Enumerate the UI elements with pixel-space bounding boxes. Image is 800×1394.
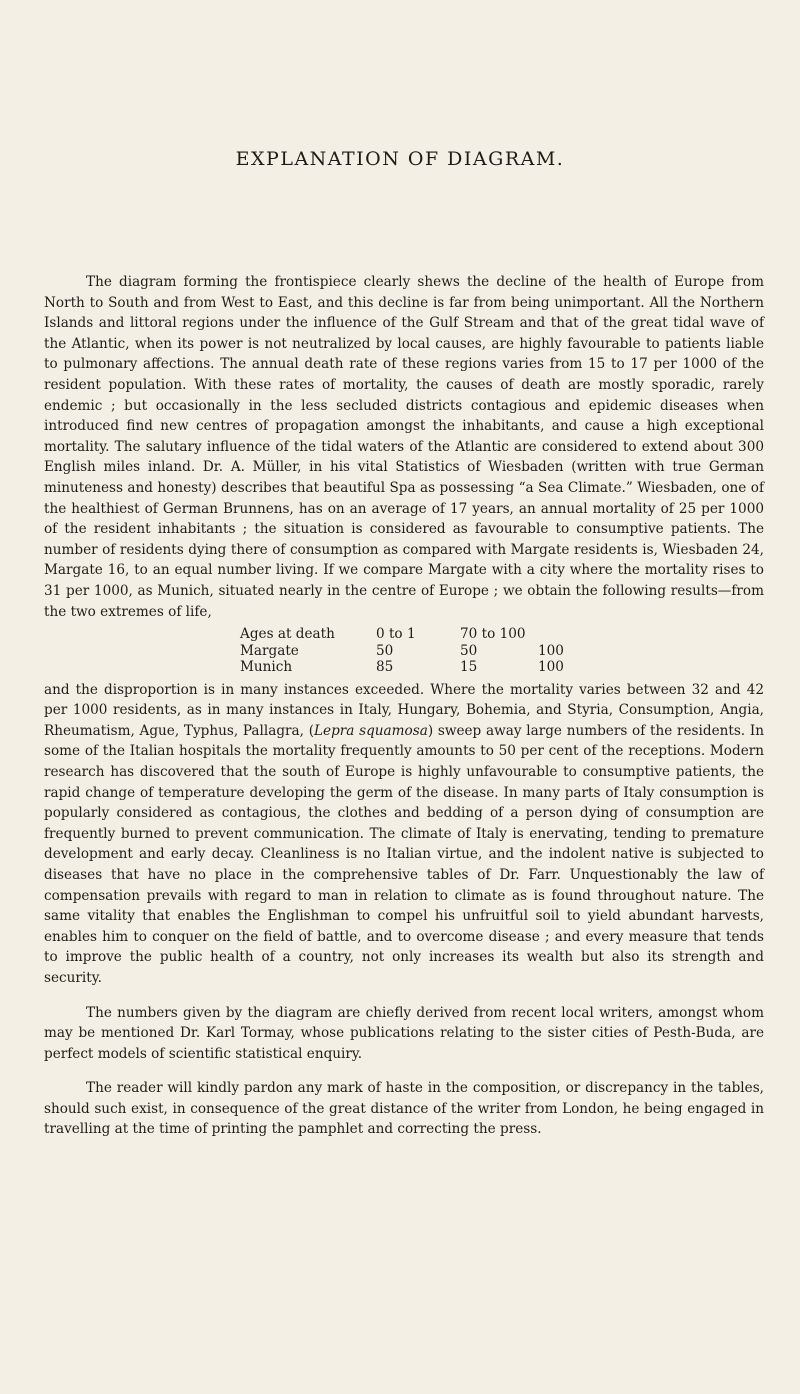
table-header-cell: 0 to 1 [376, 626, 416, 643]
table-cell: 100 [538, 659, 564, 676]
table-cell: 85 [376, 659, 394, 676]
text-run: ) sweep away large numbers of the residents. In some of the Italian hospitals the mortality frequently amounts to 50 per cent of the receptions. Modern research has discovered that the south of Europe is highly unfavourable to consumptive patients, the rapid change of temperature developing the germ of the disease. In many parts of Italy consumption is popularly considered as contagious, the clothes and bedding of a person dying of consumption are frequently burned to prevent communication. The climate of Italy is enervating, tending to premature development and early decay. Cleanliness is no Italian virtue, and the indolent native is subjected to diseases that have no place in the comprehensive tables of Dr. Farr. Unquestionably the law of compensation prevails with regard to man in relation to climate as is found throughout nature. The same vitality that enables the Englishman to compel his unfruitful soil to yield abundant harvests, enables him to conquer on the field of battle, and to overcome disease ; and every measure that tends to improve the public health of a country, not only increases its wealth but also its strength and security. [44, 722, 764, 986]
table-cell: Munich [240, 659, 293, 676]
text-run: and the disproportion is in many instances exceeded. Where the mortality varies between 32 and 42 per 1000 residents, as in many instances in Italy, Hungary, Bohemia, and Styria, Consumption, Angia, Rheumatism, Ague, Typhus, Pallagra, ( [44, 681, 764, 739]
table-row [240, 659, 598, 676]
table-header-row [240, 626, 598, 643]
page-title: EXPLANATION OF DIAGRAM. [235, 148, 565, 170]
table-cell: 50 [460, 642, 478, 659]
table-header-cell [538, 626, 598, 643]
table-cell: 15 [460, 659, 478, 676]
italic-term: Lepra squamosa [314, 722, 428, 739]
table-row [240, 643, 598, 660]
paragraph-3: The reader will kindly pardon any mark of haste in the composition, or discrepancy in the tables, should such exist, in consequence of the great distance of the writer from London, he being engaged in travelling at the time of printing the pamphlet and correcting the press. [44, 1080, 764, 1138]
table-header-cell: 70 to 100 [460, 626, 526, 643]
mortality-table [240, 626, 598, 676]
table-cell: Margate [240, 642, 299, 659]
paragraph-1: The diagram forming the frontispiece clearly shews the decline of the health of Europe from North to South and from West to East, and this decline is far from being unimportant. All the Northern Islands and littoral regions under the influence of the Gulf Stream and that of the great tidal wave of the Atlantic, when its power is not neutralized by local causes, are highly favourable to patients liable to pulmonary affections. The annual death rate of these regions varies from 15 to 17 per 1000 of the resident population. With these rates of mortality, the causes of death are mostly sporadic, rarely endemic ; but occasionally in the less secluded districts contagious and epidemic diseases when introduced find new centres of propagation amongst the inhabitants, and cause a high exceptional mortality. The salutary influence of the tidal waters of the Atlantic are considered to extend about 300 English miles inland. Dr. A. Müller, in his vital Statistics of Wiesbaden (written with true German minuteness and honesty) describes that beautiful Spa as possessing “a Sea Climate.” Wiesbaden, one of the healthiest of German Brunnens, has on an average of 17 years, an annual mortality of 25 per 1000 of the resident inhabitants ; the situation is considered as favourable to consumptive patients. The number of residents dying there of consumption as compared with Margate residents is, Wiesbaden 24, Margate 16, to an equal number living. If we compare Margate with a city where the mortality rises to 31 per 1000, as Munich, situated nearly in the centre of Europe ; we obtain the following results—from the two extremes of life, [44, 274, 764, 620]
table-cell: 50 [376, 642, 394, 659]
paragraph-2: The numbers given by the diagram are chiefly derived from recent local writers, amongst whom may be mentioned Dr. Karl Tormay, whose publications relating to the sister cities of Pesth-Buda, are perfect models of scientific statistical enquiry. [44, 1004, 764, 1062]
paragraph-1-continued [44, 680, 764, 989]
table-cell: 100 [538, 642, 564, 659]
table-header-cell: Ages at death [240, 626, 335, 643]
body-text [44, 272, 764, 1140]
